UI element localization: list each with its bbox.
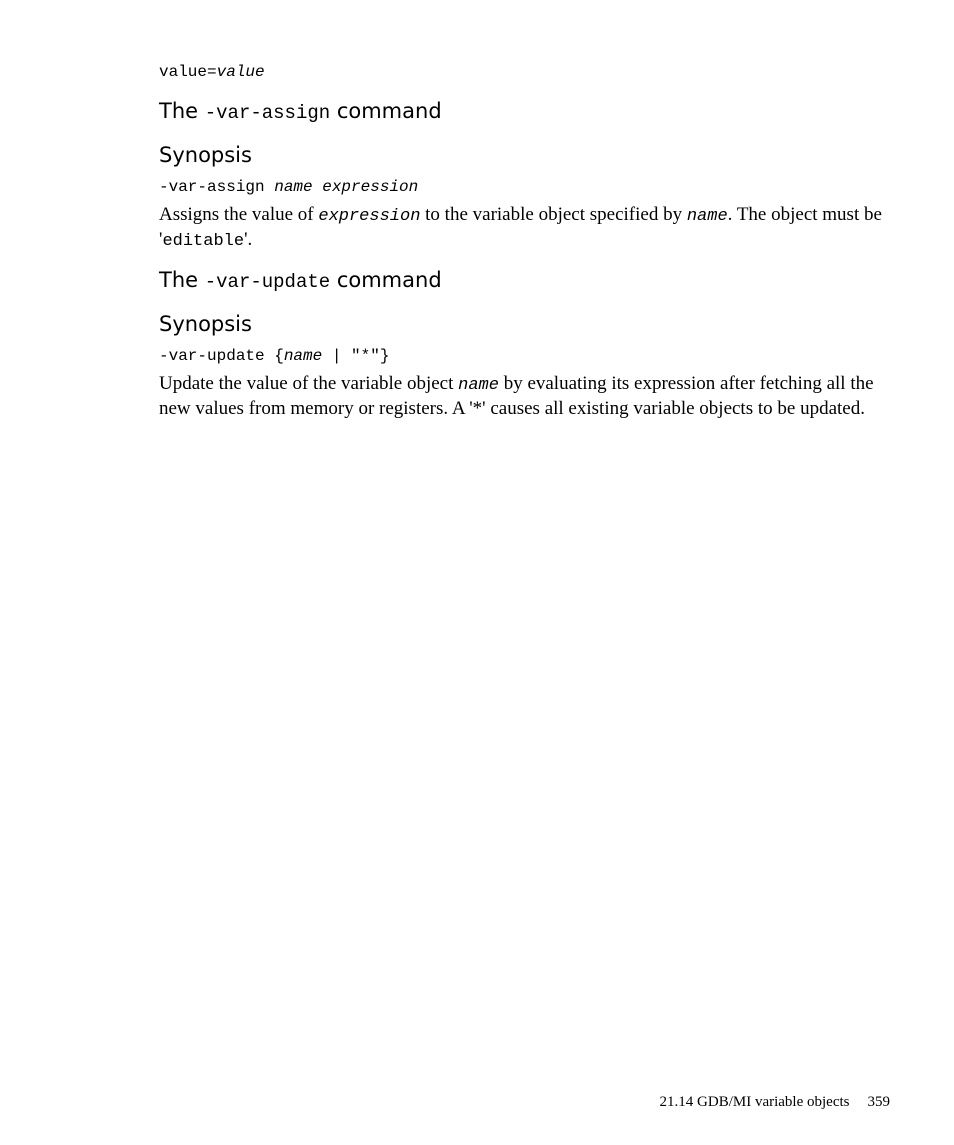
para-text: by evaluating its expression after fetching all the new values from memory or registers. A '*' causes all existing variable objects to be updated. [159,373,874,419]
code-text: -var-assign [159,178,275,196]
para-text: Assigns the value of [159,204,319,225]
page-number: 359 [867,1094,890,1110]
code-text: | "*"} [322,347,390,365]
para-text: Update the value of the variable object [159,373,459,394]
para-code: editable [162,232,245,251]
code-italic-text: name expression [274,178,419,196]
var-assign-description [159,203,894,253]
code-text: value= [159,63,217,81]
var-assign-synopsis-title: Synopsis [159,143,252,167]
heading-text: command [330,268,442,292]
var-update-synopsis-code [159,346,389,366]
heading-command: -var-update [204,271,331,293]
code-italic-text: name [283,347,323,365]
var-update-heading [159,267,442,295]
value-code-line [159,62,265,82]
para-text: '. [244,229,253,250]
page-footer [660,1092,890,1112]
heading-command: -var-assign [204,102,331,124]
var-update-synopsis-title: Synopsis [159,312,252,336]
heading-text: The [159,99,205,123]
para-code-italic: name [458,376,499,395]
var-update-description [159,372,894,420]
code-text: -var-update { [159,347,284,365]
para-text: to the variable object specified by [420,204,687,225]
footer-section-title: 21.14 GDB/MI variable objects [659,1094,850,1110]
para-code-italic: expression [318,207,421,226]
code-italic-text: value [216,63,265,81]
heading-text: command [330,99,442,123]
var-assign-heading [159,98,442,126]
para-code-italic: name [686,207,728,226]
heading-text: The [159,268,205,292]
var-assign-synopsis-code [159,177,418,197]
para-text: . The object must be ' [159,204,882,250]
